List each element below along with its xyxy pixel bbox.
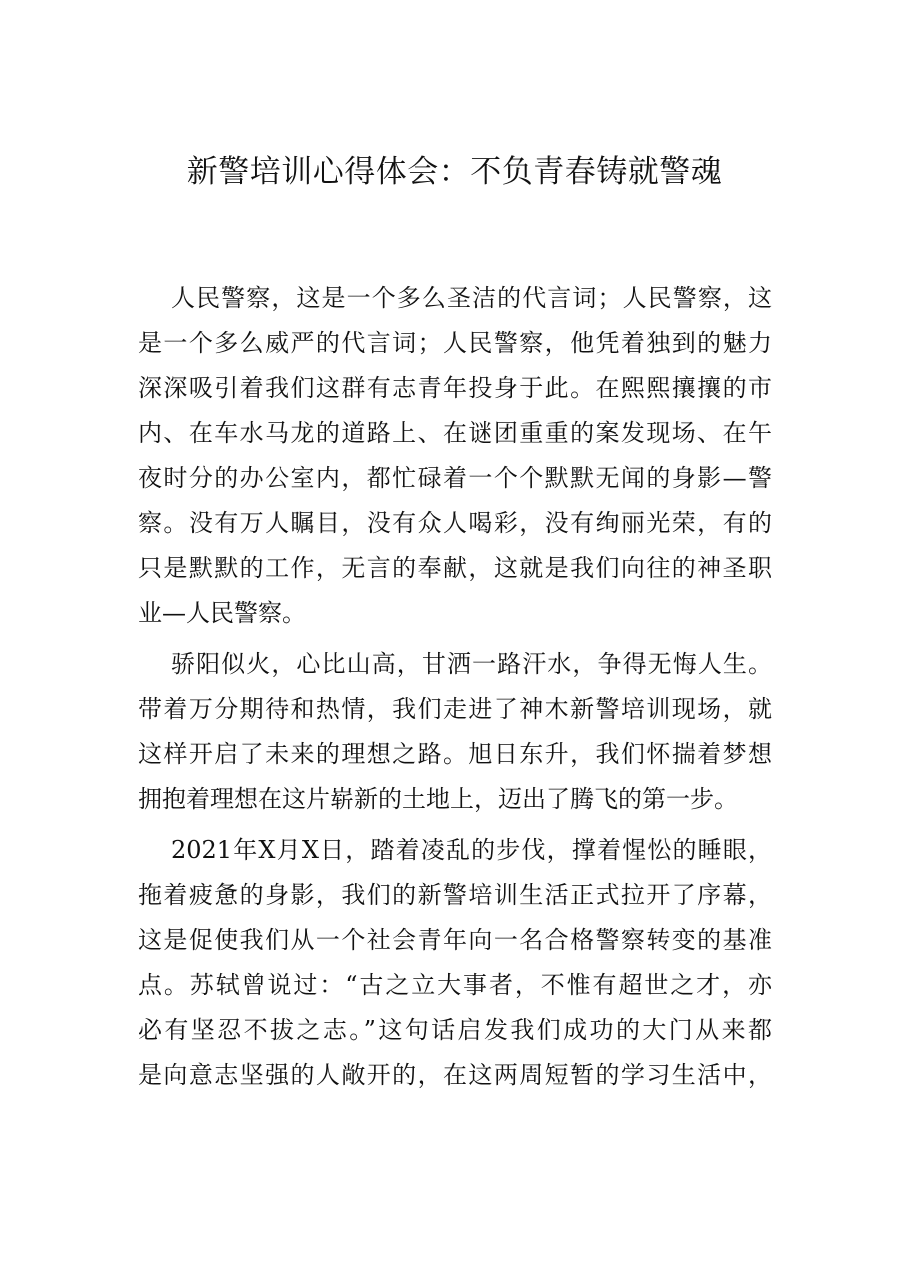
paragraph-3-line-4: 点。苏轼曾说过：“古之立大事者，不惟有超世之才，亦 <box>138 971 772 999</box>
paragraph-1-line-1: 人民警察，这是一个多么圣洁的代言词；人民警察，这 <box>171 284 772 312</box>
paragraph-1-line-4: 内、在车水马龙的道路上、在谜团重重的案发现场、在午 <box>138 419 772 447</box>
paragraph-3-line-2: 拖着疲惫的身影，我们的新警培训生活正式拉开了序幕， <box>138 881 772 909</box>
paragraph-3-line-3: 这是促使我们从一个社会青年向一名合格警察转变的基准 <box>138 926 772 954</box>
paragraph-2-line-4: 拥抱着理想在这片崭新的土地上，迈出了腾飞的第一步。 <box>138 785 738 813</box>
paragraph-1-line-7: 只是默默的工作，无言的奉献，这就是我们向往的神圣职 <box>138 554 772 582</box>
paragraph-3-line-6: 是向意志坚强的人敞开的，在这两周短暂的学习生活中， <box>138 1061 772 1089</box>
paragraph-1-line-6: 察。没有万人瞩目，没有众人喝彩，没有绚丽光荣，有的 <box>138 509 772 537</box>
paragraph-1-line-2: 是一个多么威严的代言词；人民警察，他凭着独到的魅力 <box>138 329 772 357</box>
paragraph-3-line-1: 2021年X月X日，踏着凌乱的步伐，撑着惺忪的睡眼， <box>171 836 772 864</box>
paragraph-2-line-3: 这样开启了未来的理想之路。旭日东升，我们怀揣着梦想 <box>138 740 772 768</box>
paragraph-1-line-8: 业—人民警察。 <box>138 599 306 627</box>
document-body <box>138 276 772 1098</box>
paragraph-2-line-1: 骄阳似火，心比山高，甘洒一路汗水，争得无悔人生。 <box>171 650 772 678</box>
paragraph-1-line-5: 夜时分的办公室内，都忙碌着一个个默默无闻的身影—警 <box>138 464 772 492</box>
paragraph-1-line-3: 深深吸引着我们这群有志青年投身于此。在熙熙攘攘的市 <box>138 374 772 402</box>
document-title: 新警培训心得体会：不负青春铸就警魂 <box>186 154 723 190</box>
paragraph-2-line-2: 带着万分期待和热情，我们走进了神木新警培训现场，就 <box>138 695 772 723</box>
paragraph-3-line-5: 必有坚忍不拔之志。”这句话启发我们成功的大门从来都 <box>138 1016 772 1044</box>
